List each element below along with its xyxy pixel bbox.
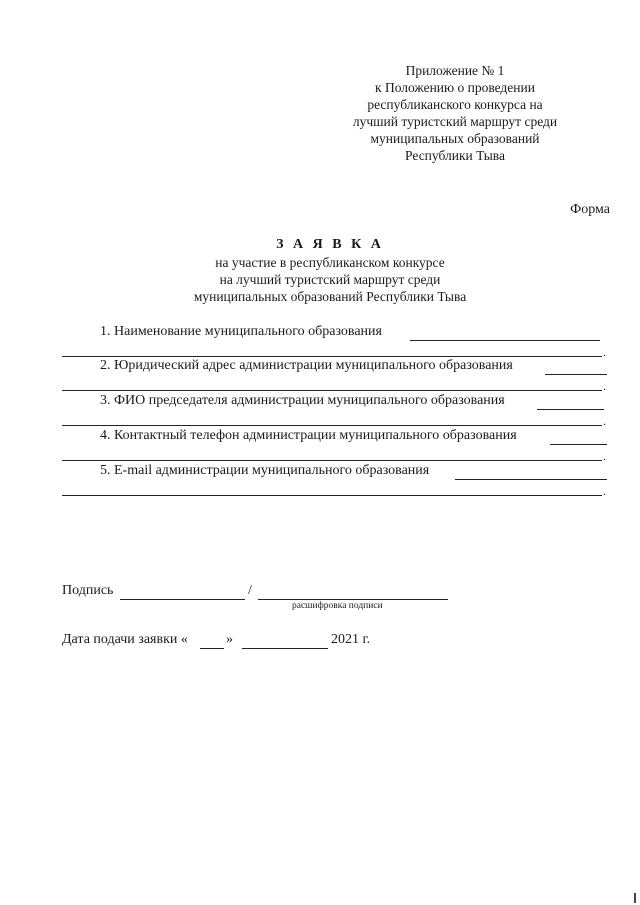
field-3-end-dot: . <box>603 414 606 428</box>
field-4-label: 4. Контактный телефон администрации муниципального образования <box>100 428 517 443</box>
field-5-input-line[interactable] <box>455 479 607 480</box>
signature-decoding-line[interactable] <box>258 599 448 600</box>
field-3-continuation-line[interactable] <box>62 425 602 426</box>
date-month-line[interactable] <box>242 648 328 649</box>
field-2-continuation-line[interactable] <box>62 390 602 391</box>
title-line-1: на участие в республиканском конкурсе <box>215 255 445 270</box>
field-2-input-line[interactable] <box>545 374 607 375</box>
appendix-line-2: к Положению о проведении <box>375 80 535 95</box>
appendix-line-6: Республики Тыва <box>405 148 505 163</box>
date-year: 2021 г. <box>331 632 371 647</box>
application-title <box>120 236 540 305</box>
field-1-label: 1. Наименование муниципального образования <box>100 324 382 339</box>
appendix-line-5: муниципальных образований <box>370 131 540 146</box>
field-1-continuation-line[interactable] <box>62 356 602 357</box>
date-label: Дата подачи заявки « <box>62 632 188 647</box>
field-4-continuation-line[interactable] <box>62 460 602 461</box>
signature-label: Подпись <box>62 583 114 598</box>
field-4-input-line[interactable] <box>550 444 607 445</box>
field-3-input-line[interactable] <box>537 409 604 410</box>
signature-separator: / <box>248 583 252 598</box>
field-5-label: 5. E-mail администрации муниципального образования <box>100 463 430 478</box>
date-quote-close: » <box>226 632 233 647</box>
field-3-label: 3. ФИО председателя администрации муниципального образования <box>100 393 505 408</box>
field-2-label: 2. Юридический адрес администрации муниципального образования <box>100 358 513 373</box>
signature-caption: расшифровка подписи <box>292 601 383 611</box>
title-line-3: муниципальных образований Республики Тыва <box>193 289 467 304</box>
form-label: Форма <box>570 202 610 217</box>
scan-mark <box>634 893 636 903</box>
appendix-line-4: лучший туристский маршрут среди <box>352 114 558 129</box>
field-2-end-dot: . <box>603 379 606 393</box>
appendix-line-1: Приложение № 1 <box>405 63 505 78</box>
appendix-line-3: республиканского конкурса на <box>367 97 543 112</box>
field-4-end-dot: . <box>603 449 606 463</box>
title-line-2: на лучший туристский маршрут среди <box>219 272 441 287</box>
date-day-line[interactable] <box>200 648 224 649</box>
appendix-header <box>330 62 580 164</box>
title-heading: З А Я В К А <box>276 237 384 252</box>
field-1-end-dot: . <box>603 345 606 359</box>
signature-input-line[interactable] <box>120 599 245 600</box>
field-5-end-dot: . <box>603 484 606 498</box>
field-5-continuation-line[interactable] <box>62 495 602 496</box>
field-1-input-line[interactable] <box>410 340 600 341</box>
